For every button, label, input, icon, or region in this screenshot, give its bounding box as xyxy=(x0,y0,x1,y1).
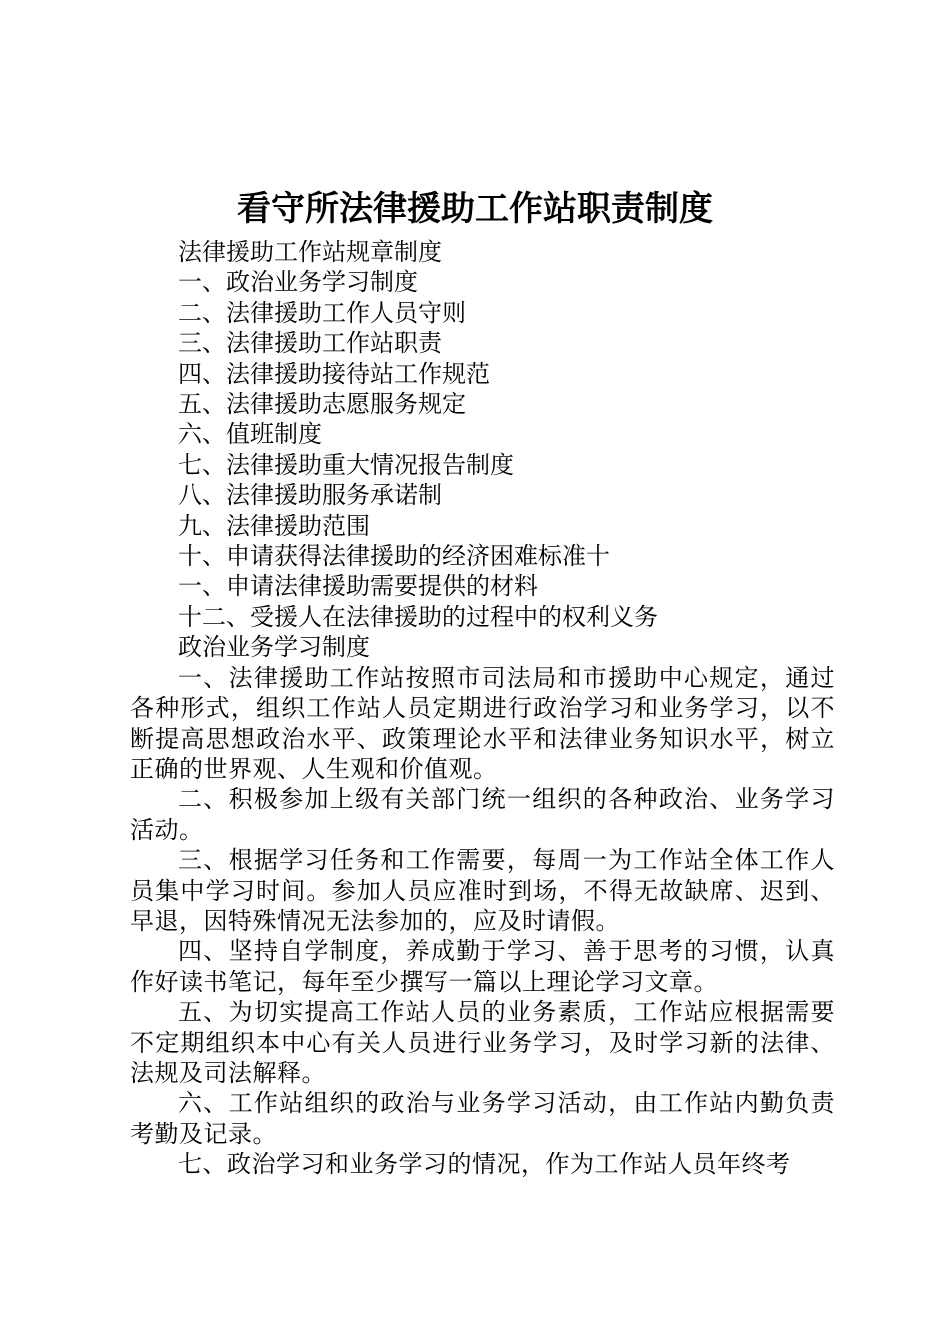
body-paragraph: 七、政治学习和业务学习的情况，作为工作站人员年终考 xyxy=(178,1150,791,1179)
toc-line: 一、政治业务学习制度 xyxy=(178,268,418,297)
body-paragraph: 三、根据学习任务和工作需要，每周一为工作站全体工作人员集中学习时间。参加人员应准时到场，不得无故缺席、迟到、早退，因特殊情况无法参加的，应及时请假。 xyxy=(130,846,835,935)
toc-line: 二、法律援助工作人员守则 xyxy=(178,298,466,327)
body-paragraph: 五、为切实提高工作站人员的业务素质，工作站应根据需要不定期组织本中心有关人员进行业务学习，及时学习新的法律、法规及司法解释。 xyxy=(130,998,835,1087)
document-body xyxy=(130,237,835,1180)
section-heading: 政治业务学习制度 xyxy=(178,633,370,662)
toc-line: 六、值班制度 xyxy=(178,420,322,449)
document-title: 看守所法律援助工作站职责制度 xyxy=(237,189,713,229)
toc-line: 三、法律援助工作站职责 xyxy=(178,329,442,358)
toc-line: 法律援助工作站规章制度 xyxy=(178,238,442,266)
toc-line: 七、法律援助重大情况报告制度 xyxy=(178,450,514,479)
toc-line: 八、法律援助服务承诺制 xyxy=(178,481,442,510)
body-paragraph: 六、工作站组织的政治与业务学习活动，由工作站内勤负责考勤及记录。 xyxy=(130,1089,835,1148)
toc-line: 五、法律援助志愿服务规定 xyxy=(178,390,466,419)
toc-line: 一、申请法律援助需要提供的材料 xyxy=(178,572,538,601)
body-paragraph: 四、坚持自学制度，养成勤于学习、善于思考的习惯，认真作好读书笔记，每年至少撰写一篇以上理论学习文章。 xyxy=(130,937,835,996)
body-paragraph: 二、积极参加上级有关部门统一组织的各种政治、业务学习活动。 xyxy=(130,785,835,844)
toc-line: 十二、受援人在法律援助的过程中的权利义务 xyxy=(178,602,658,631)
toc-line: 十、申请获得法律援助的经济困难标准十 xyxy=(178,542,610,571)
toc-line: 四、法律援助接待站工作规范 xyxy=(178,359,490,388)
toc-line: 九、法律援助范围 xyxy=(178,511,370,540)
body-paragraph: 一、法律援助工作站按照市司法局和市援助中心规定，通过各种形式，组织工作站人员定期进行政治学习和业务学习，以不断提高思想政治水平、政策理论水平和法律业务知识水平，树立正确的世界观、人生观和价值观。 xyxy=(130,663,835,783)
